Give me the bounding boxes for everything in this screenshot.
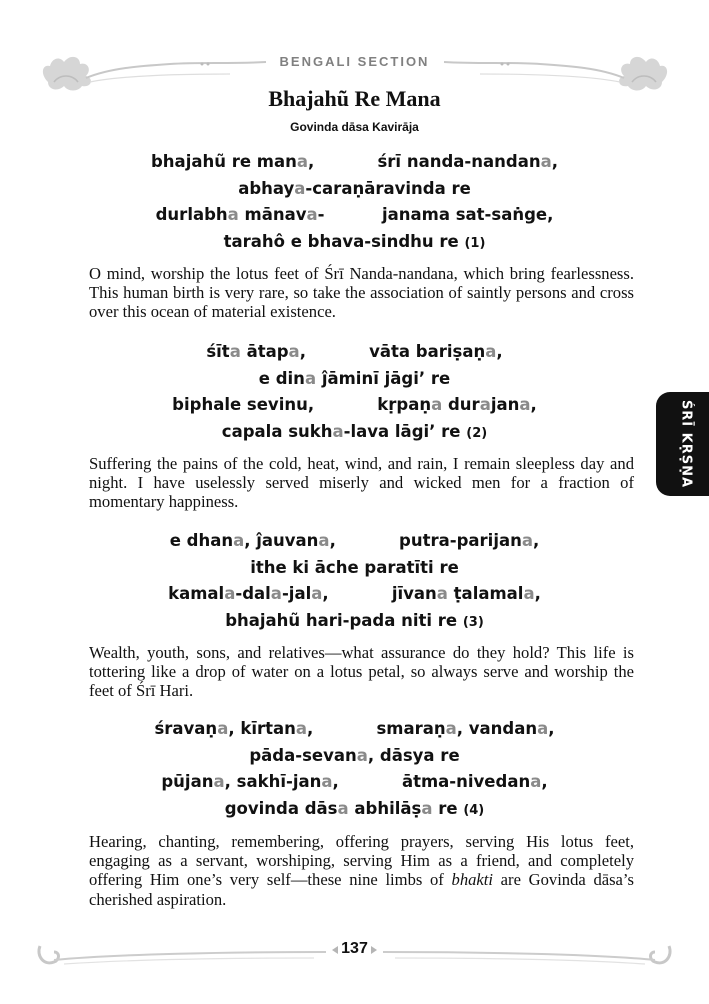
verse-text-segment: , xyxy=(548,719,555,738)
verse-text-segment: -dal xyxy=(235,584,271,603)
translation-4-end: are Govinda dāsa’s cherished aspiration. xyxy=(89,870,634,909)
verse-text-segment: durlabh xyxy=(155,205,228,224)
verse-3-line-3 xyxy=(0,581,709,608)
verse-text-segment: śravaṇ xyxy=(154,719,218,738)
verse-text-segment: govinda dās xyxy=(224,798,338,818)
verse-number: (2) xyxy=(466,425,488,441)
verse-text-segment: , xyxy=(533,531,540,550)
verse-text-segment: a xyxy=(213,772,225,791)
verse-text-segment: ĵāminī jāgi’ re xyxy=(316,368,451,388)
verse-text-segment: a xyxy=(479,395,491,414)
verse-number: (1) xyxy=(464,235,486,251)
verse-text-segment: śīt xyxy=(206,342,230,361)
verse-text-segment: , xyxy=(551,152,558,171)
verse-text-segment: a xyxy=(227,205,239,224)
translation-3: Wealth, youth, sons, and relatives—what assurance do they hold? This life is tottering like a drop of water on a lotus petal, so always serve and worship the feet of Śrī Hari. xyxy=(89,643,634,701)
verse-3 xyxy=(0,528,709,634)
verse-text-segment: kamal xyxy=(168,584,225,603)
verse-text-segment: a xyxy=(233,531,245,550)
verse-text-segment: , śrī nanda-nandan xyxy=(308,152,541,171)
verse-text-segment: a xyxy=(540,152,552,171)
verse-text-segment: a xyxy=(304,368,317,388)
verse-text-segment: abhay xyxy=(238,178,295,198)
song-author: Govinda dāsa Kavirāja xyxy=(290,120,419,134)
verse-text-segment: a xyxy=(270,584,282,603)
verse-text-segment: , xyxy=(534,584,541,603)
verse-text-segment: re xyxy=(432,798,464,818)
verse-1 xyxy=(0,149,709,255)
verse-text-segment: mānav xyxy=(238,205,307,224)
verse-1-line-4 xyxy=(0,229,709,256)
verse-text-segment: , putra-parijan xyxy=(329,531,522,550)
verse-2-line-4 xyxy=(0,419,709,446)
verse-3-line-4 xyxy=(0,608,709,635)
verse-text-segment: a xyxy=(337,798,349,818)
verse-2-line-2 xyxy=(0,366,709,393)
verse-text-segment: , sakhī-jan xyxy=(224,772,322,791)
verse-text-segment: ṭalamal xyxy=(447,584,524,603)
verse-text-segment: a xyxy=(318,531,330,550)
verse-text-segment: a xyxy=(229,342,241,361)
verse-text-segment: e dhan xyxy=(169,531,234,550)
verse-text-segment: a xyxy=(296,152,309,171)
verse-text-segment: , xyxy=(541,772,548,791)
verse-text-segment: a xyxy=(311,584,323,603)
verse-text-segment: a xyxy=(523,584,535,603)
translation-4 xyxy=(89,832,634,909)
verse-number: (3) xyxy=(462,614,484,630)
verse-text-segment: jan xyxy=(490,395,520,414)
verse-text-segment: a xyxy=(217,719,229,738)
verse-3-line-2 xyxy=(0,555,709,582)
verse-text-segment: a xyxy=(321,772,333,791)
section-heading: BENGALI SECTION xyxy=(279,54,430,69)
side-tab-label: ŚRĪ KṚṢṆA xyxy=(678,399,694,489)
verse-text-segment: a xyxy=(537,719,549,738)
verse-text-segment: a xyxy=(332,421,344,441)
verse-1-line-3 xyxy=(0,202,709,229)
verse-text-segment: , smaraṇ xyxy=(307,719,446,738)
verse-text-segment: , kīrtan xyxy=(228,719,296,738)
verse-text-segment: -lava lāgi’ re xyxy=(343,421,467,441)
verse-2 xyxy=(0,339,709,445)
translation-4-italic: bhakti xyxy=(451,870,493,890)
verse-number: (4) xyxy=(463,802,485,818)
verse-text-segment: , vāta bariṣaṇ xyxy=(299,342,486,361)
verse-2-line-3 xyxy=(0,392,709,419)
verse-2-line-1 xyxy=(0,339,709,366)
verse-text-segment: pāda-sevan xyxy=(249,745,357,765)
verse-text-segment: , xyxy=(530,395,537,414)
verse-text-segment: ātap xyxy=(240,342,289,361)
verse-text-segment: , dāsya re xyxy=(367,745,460,765)
verse-4-line-3 xyxy=(0,769,709,796)
verse-text-segment: dur xyxy=(442,395,480,414)
verse-4-line-1 xyxy=(0,716,709,743)
verse-1-line-2 xyxy=(0,176,709,203)
page-number: 137 xyxy=(341,940,368,957)
verse-text-segment: a xyxy=(294,178,306,198)
verse-text-segment: a xyxy=(485,342,497,361)
verse-text-segment: a xyxy=(295,719,308,738)
verse-4-line-4 xyxy=(0,796,709,823)
verse-text-segment: bhajahũ re man xyxy=(151,152,297,171)
translation-1: O mind, worship the lotus feet of Śrī Nanda-nandana, which bring fearlessness. This human birth is very rare, so take the association of saintly persons and cross over this ocean of material existence. xyxy=(89,264,634,322)
verse-text-segment: , ĵauvan xyxy=(244,531,319,550)
translation-2: Suffering the pains of the cold, heat, wind, and rain, I remain sleepless day and night. I have uselessly served miserly and wicked men for a fraction of momentary happiness. xyxy=(89,454,634,512)
verse-text-segment: a xyxy=(519,395,531,414)
verse-text-segment: -jal xyxy=(281,584,312,603)
verse-1-line-1 xyxy=(0,149,709,176)
verse-text-segment: , xyxy=(496,342,503,361)
verse-3-line-1 xyxy=(0,528,709,555)
verse-text-segment: biphale sevinu, kṛpaṇ xyxy=(172,395,432,414)
verse-text-segment: -caraṇāravinda re xyxy=(305,178,471,198)
verse-text-segment: , ātma-nivedan xyxy=(332,772,531,791)
verse-text-segment: a xyxy=(530,772,542,791)
verse-text-segment: a xyxy=(436,584,448,603)
song-title: Bhajahũ Re Mana xyxy=(268,86,441,111)
verse-4 xyxy=(0,716,709,822)
verse-text-segment: - janama sat-saṅge, xyxy=(317,205,554,224)
verse-text-segment: , jīvan xyxy=(322,584,437,603)
verse-text-segment: a xyxy=(421,798,433,818)
verse-text-segment: a xyxy=(521,531,533,550)
verse-text-segment: ithe ki āche paratīti re xyxy=(250,557,459,577)
verse-4-line-2 xyxy=(0,743,709,770)
verse-text-segment: bhajahũ hari-pada niti re xyxy=(225,610,463,630)
verse-text-segment: abhilāṣ xyxy=(348,798,422,818)
verse-text-segment: pūjan xyxy=(161,772,214,791)
verse-text-segment: tarahô e bhava-sindhu re xyxy=(223,231,465,251)
verse-text-segment: , vandan xyxy=(456,719,538,738)
verse-text-segment: a xyxy=(356,745,368,765)
verse-text-segment: a xyxy=(445,719,457,738)
verse-text-segment: e din xyxy=(258,368,305,388)
verse-text-segment: capala sukh xyxy=(221,421,333,441)
verse-text-segment: a xyxy=(288,342,300,361)
verse-text-segment: a xyxy=(306,205,318,224)
verse-text-segment: a xyxy=(431,395,443,414)
verse-text-segment: a xyxy=(224,584,236,603)
translation-4-text: Hearing, chanting, remembering, offering prayers, serving His lotus feet, engaging as a servant, worshiping, serving Him as a friend, and completely offering Him one’s very self—these nine limbs of xyxy=(89,832,634,890)
